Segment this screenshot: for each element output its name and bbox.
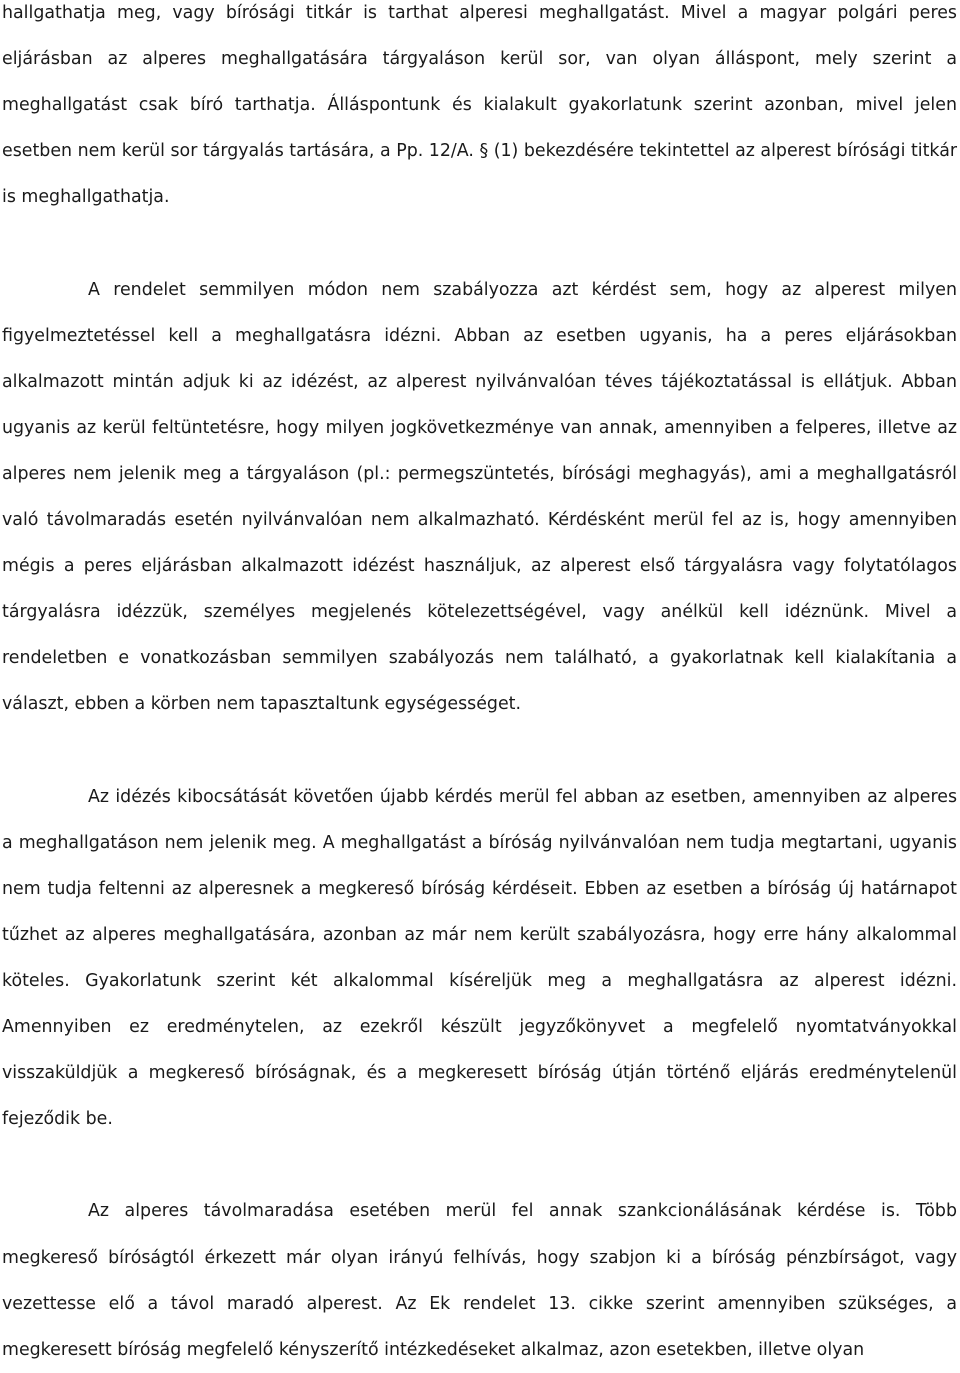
paragraph-gap [2,1142,957,1188]
paragraph-summons-warning: A rendelet semmilyen módon nem szabályozza azt kérdést sem, hogy az alperest milyen figyelmeztetéssel kell a meghallgatásra idézni. Abban az esetben ugyanis, ha a peres eljárásokban alkalmazott mintán adjuk ki az idézést, az alperest nyilvánvalóan téves tájékoztatással is ellátjuk. Abban ugyanis az kerül feltüntetésre, hogy milyen jogkövetkezménye van annak, amennyiben a felperes, illetve az alperes nem jelenik meg a tárgyaláson (pl.: permegszüntetés, bírósági meghagyás), ami a meghallgatásról való távolmaradás esetén nyilvánvalóan nem alkalmazható. Kérdésként merül fel az is, hogy amennyiben mégis a peres eljárásban alkalmazott idézést használjuk, az alperest első tárgyalásra vagy folytatólagos tárgyalásra idézzük, személyes megjelenés kötelezettségével, vagy anélkül kell idéznünk. Mivel a rendeletben e vonatkozásban semmilyen szabályozás nem található, a gyakorlatnak kell kialakítania a választ, ebben a körben nem tapasztaltunk egységességet. [2,279,957,715]
paragraph-hearing-by-clerk: hallgathatja meg, vagy bírósági titkár is tarthat alperesi meghallgatást. Mivel a magyar polgári peres eljárásban az alperes meghallgatására tárgyaláson kerül sor, van olyan álláspont, mely szerint a meghallgatást csak bíró tarthatja. Álláspontunk és kialakult gyakorlatunk szerint azonban, mivel jelen esetben nem kerül sor tárgyalás tartására, a Pp. 12/A. § (1) bekezdésére tekintettel az alperest bírósági titkár is meghallgathatja. [2,3,957,208]
document-page [2,0,957,1373]
paragraph-gap [2,728,957,774]
paragraph-sanctions: Az alperes távolmaradása esetében merül fel annak szankcionálásának kérdése is. Több megkereső bíróságtól érkezett már olyan irányú felhívás, hogy szabjon ki a bíróság pénzbírságot, vagy vezettesse elő a távol maradó alperest. Az Ek rendelet 13. cikke szerint amennyiben szükséges, a megkeresett bíróság megfelelő kényszerítő intézkedéseket alkalmaz, azon esetekben, illetve olyan [2,1201,957,1360]
paragraph-gap [2,220,957,266]
paragraph-absence-new-date: Az idézés kibocsátását követően újabb kérdés merül fel abban az esetben, amennyiben az alperes a meghallgatáson nem jelenik meg. A meghallgatást a bíróság nyilvánvalóan nem tudja megtartani, ugyanis nem tudja feltenni az alperesnek a megkereső bíróság kérdéseit. Ebben az esetben a bíróság új határnapot tűzhet az alperes meghallgatására, azonban az már nem került szabályozásra, hogy erre hány alkalommal köteles. Gyakorlatunk szerint két alkalommal kíséreljük meg a meghallgatásra az alperest idézni. Amennyiben ez eredménytelen, az ezekről készült jegyzőkönyvet a megfelelő nyomtatványokkal visszaküldjük a megkereső bíróságnak, és a megkeresett bíróság útján történő eljárás eredménytelenül fejeződik be. [2,786,957,1130]
